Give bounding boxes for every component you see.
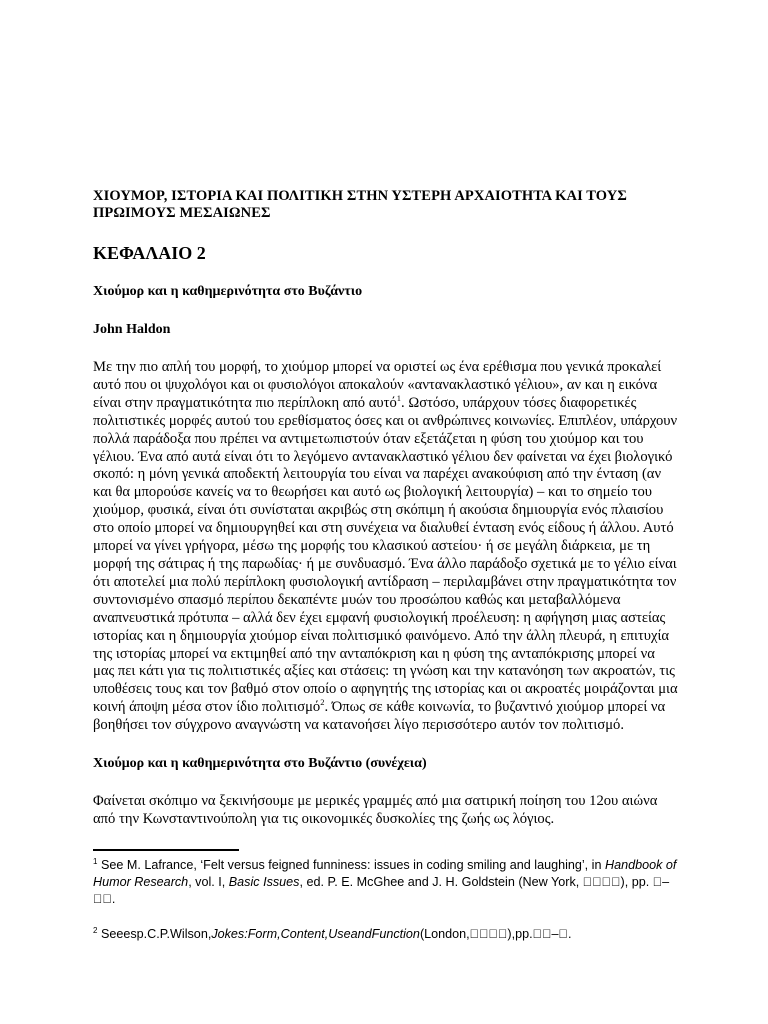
document-page: [93, 188, 678, 943]
body-paragraph-2: Φαίνεται σκόπιμο να ξεκινήσουμε με μερικές γραμμές από μια σατιρική ποίηση του 12ου αιώνα από την Κωνσταντινούπολη για τις οικονομικές δυσκολίες της ζωής ως λόγιος.: [93, 793, 658, 827]
book-title: ΧΙΟΥΜΟΡ, ΙΣΤΟΡΙΑ ΚΑΙ ΠΟΛΙΤΙΚΗ ΣΤΗΝ ΥΣΤΕΡΗ ΑΡΧΑΙΟΤΗΤΑ ΚΑΙ ΤΟΥΣ ΠΡΩΙΜΟΥΣ ΜΕΣΑΙΩΝΕΣ: [93, 188, 627, 221]
footnote-1-mark: 1: [93, 856, 98, 866]
footnote-2-mark: 2: [93, 925, 98, 935]
footnote-2-italic-a: Jokes:Form,Content,UseandFunction: [211, 926, 420, 941]
footnote-2: [93, 926, 678, 943]
footnote-ref-2: 2: [320, 697, 325, 708]
footnote-2-text-b: (London,￿￿￿￿),pp.￿￿–￿.: [419, 926, 572, 941]
footnote-1-text-a: See M. Lafrance, ‘Felt versus feigned funniness: issues in coding smiling and laughing’, in: [97, 857, 605, 872]
paragraph-1-part-1: Με την πιο απλή του μορφή, το χιούμορ μπορεί να οριστεί ως ένα ερέθισμα που γενικά προκαλεί αυτό που οι ψυχολόγοι και οι φυσιολόγοι αποκαλούν «αντανακλαστικό γέλιου», αν και η εικόνα είναι στην πραγματικότητα πιο περίπλοκη από αυτό: [93, 359, 662, 411]
footnote-separator: [93, 849, 239, 851]
footnote-ref-1: 1: [396, 392, 402, 403]
footnote-1-text-c: , ed. P. E. McGhee and J. H. Goldstein (New York, ￿￿￿￿), pp. ￿–￿￿.: [93, 874, 670, 906]
body-paragraph-1: [93, 359, 678, 735]
footnote-2-text-a: Seeesp.C.P.Wilson,: [97, 926, 212, 941]
author-name: John Haldon: [93, 322, 171, 337]
paragraph-1-part-3: . Όπως σε κάθε κοινωνία, το βυζαντινό χιούμορ μπορεί να βοηθήσει τον σύγχρονο αναγνώστη να κατανοήσει λίγο περισσότερο αυτόν τον πολιτισμό.: [93, 699, 666, 734]
paragraph-1-part-2: . Ωστόσο, υπάρχουν τόσες διαφορετικές πολιτιστικές μορφές αυτού του ερεθίσματος όσες και οι ανθρώπινες κοινωνίες. Επιπλέον, υπάρχουν πολλά παράδοξα που πρέπει να αντιμετωπιστούν όταν εξετάζεται η φύση του χιούμορ και του γέλιου. Ένα από αυτά είναι ότι το λεγόμενο αντανακλαστικό γέλιου δεν φαίνεται να έχει βιολογικό σκοπό: η μόνη γενικά αποδεκτή λειτουργία του είναι να παρέχει ανακούφιση από την ένταση (αν και θα μπορούσε κανείς να το θεωρήσει και αυτό ως βιολογική λειτουργία) – και το σημείο του χιούμορ, φυσικά, είναι ότι συνίσταται ακριβώς στη σκόπιμη ή ακούσια δημιουργία ενός πλαισίου στο οποίο μπορεί να δημιουργηθεί και στη συνέχεια να διαλυθεί ένταση ενός είδους ή άλλου. Αυτό μπορεί να γίνει γρήγορα, μέσω της μορφής του κλασικού αστείου· ή σε μεγάλη διάρκεια, με τη μορφή της σάτιρας ή της παρωδίας· ή με συνδυασμό. Ένα άλλο παράδοξο σχετικά με το γέλιο είναι ότι αποτελεί μια πολύ περίπλοκη φυσιολογική αντίδραση – περιλαμβάνει στην πραγματικότητα τον συντονισμένο σπασμό περίπου δεκαπέντε μυών του προσώπου καθώς και μεταβαλλόμενα αναπνευστικά πρότυπα – αλλά δεν έχει εμφανή φυσιολογική προέλευση: η αφήγηση μιας αστείας ιστορίας και η δημιουργία χιούμορ είναι πολιτισμικό φαινόμενο. Από την άλλη πλευρά, η επιτυχία της ιστορίας μπορεί να εκτιμηθεί από την ανταπόκριση και η φύση της ανταπόκρισης μπορεί να μας πει κάτι για τις πολιτιστικές αξίες και στάσεις: τη γνώση και την κατανόηση των ακροατών, τις υποθέσεις τους και τον βαθμό στον οποίο ο αφηγητής της ιστορίας και οι ακροατές μοιράζονται μια κοινή άποψη μέσα στον ίδιο πολιτισμό: [93, 394, 678, 716]
footnote-1: [93, 857, 678, 908]
footnote-1-italic-a: Handbook of Humor Research: [93, 857, 677, 889]
footnote-1-italic-b: Basic Issues: [228, 874, 300, 889]
chapter-heading: ΚΕΦΑΛΑΙΟ 2: [93, 243, 206, 263]
footnote-1-text-b: , vol. I,: [188, 874, 229, 889]
section-title: Χιούμορ και η καθημερινότητα στο Βυζάντιο: [93, 284, 363, 299]
section-title-2: Χιούμορ και η καθημερινότητα στο Βυζάντιο (συνέχεια): [93, 756, 427, 772]
